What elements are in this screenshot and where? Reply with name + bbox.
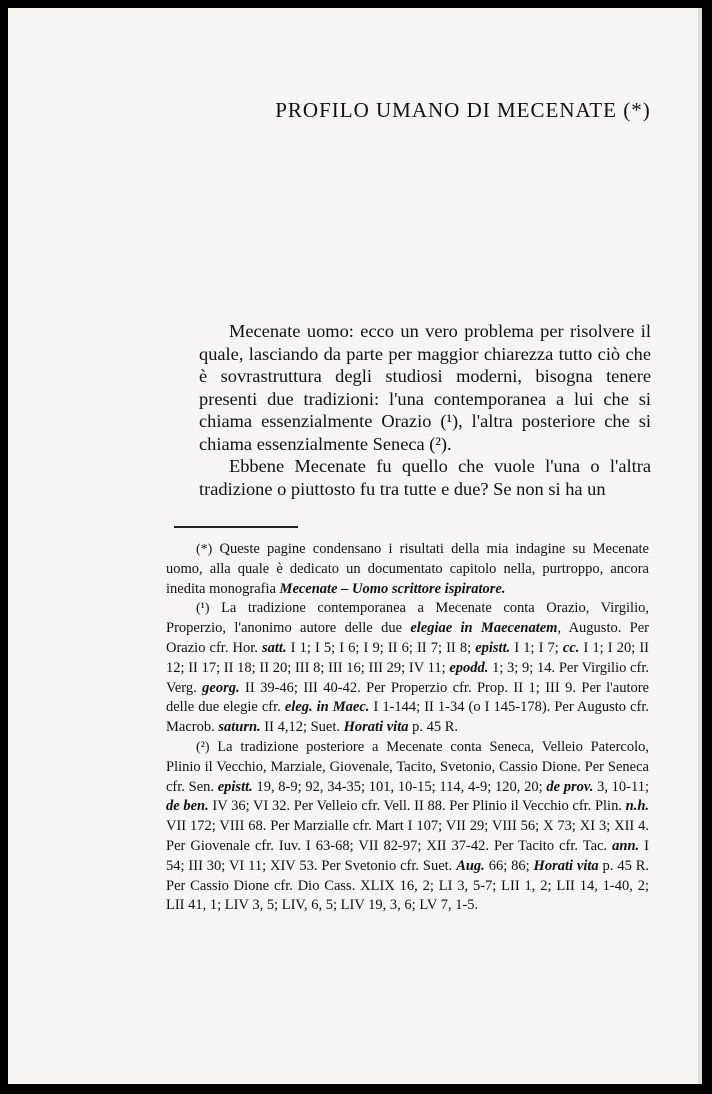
fn2-i4: n.h. (625, 798, 650, 815)
fn2-i7: Horati vita (533, 857, 599, 874)
page-sheet (8, 8, 702, 1084)
fn2-t2: 19, 8-9; 92, 34-35; 101, 10-15; 114, 4-9; 120, 20; (252, 778, 547, 795)
footnote-2-marker: (²) (196, 739, 210, 755)
fn2-t7: 66; 86; (484, 857, 534, 874)
fn1-i5: epodd. (449, 659, 489, 676)
fn1-t3: I 1; I 5; I 6; I 9; II 6; II 7; II 8; (286, 639, 476, 656)
fn1-t6: 1; 3; 9; 14. Per Virgilio cfr. Verg. (166, 659, 649, 696)
footnote-star (166, 540, 649, 599)
fn2-i1: epistt. (217, 778, 253, 795)
fn1-i8: saturn. (218, 719, 261, 736)
fn2-i2: de prov. (546, 778, 594, 795)
fn1-t5: I 1; I 20; II 12; II 17; II 18; II 20; III 8; III 16; III 29; IV 11; (166, 639, 649, 676)
main-text (199, 320, 651, 500)
fn1-t1: La tradizione contemporanea a Mecenate conta Orazio, Virgilio, Properzio, l'anonimo autore delle due (166, 600, 649, 637)
fn1-i3: epistt. (475, 639, 511, 656)
footnote-1-marker: (¹) (196, 601, 210, 617)
fn2-i5: ann. (612, 837, 640, 854)
title-text: PROFILO UMANO DI MECENATE (275, 98, 617, 122)
footnote-separator (174, 526, 298, 528)
footnote-1 (166, 599, 649, 738)
fn2-t3: 3, 10-11; (593, 778, 649, 795)
fn1-i6: georg. (202, 679, 240, 696)
footnote-2 (166, 738, 649, 916)
page-title (8, 98, 698, 123)
footnote-star-text: Queste pagine condensano i risultati della mia indagine su Mecenate uomo, alla quale è dedicato un documentato capitolo nella, purtroppo, ancora inedita monografia (166, 541, 649, 597)
fn2-i3: de ben. (166, 798, 209, 815)
fn1-i9: Horati vita (343, 719, 409, 736)
fn2-t5: VII 172; VIII 68. Per Marzialle cfr. Mart I 107; VII 29; VIII 56; X 73; XI 3; XII 4. Per Giovenale cfr. Iuv. I 63-68; VII 82-97; XII 37-42. Per Tacito cfr. Tac. (166, 818, 649, 854)
fn1-t10: p. 45 R. (408, 719, 459, 736)
fn1-t2: , Augusto. Per Orazio cfr. Hor. (166, 620, 649, 656)
fn1-i4: cc. (562, 639, 580, 656)
footnote-star-marker: (*) (196, 542, 213, 557)
fn1-t4: I 1; I 7; (510, 639, 563, 656)
fn2-t4: IV 36; VI 32. Per Velleio cfr. Vell. II 88. Per Plinio il Vecchio cfr. Plin. (208, 798, 626, 815)
fn1-i1: elegiae in Maecenatem (410, 620, 558, 637)
footnotes (166, 540, 649, 916)
fn1-t9: II 4,12; Suet. (260, 719, 344, 736)
footnote-star-title: Mecenate – Uomo scrittore ispiratore. (279, 580, 506, 597)
fn2-t1: La tradizione posteriore a Mecenate conta Seneca, Velleio Patercolo, Plinio il Vecchio, Marziale, Giovenale, Tacito, Svetonio, Cassio Dione. Per Seneca cfr. Sen. (166, 738, 649, 795)
fn1-i7: eleg. in Maec. (284, 699, 370, 716)
fn1-t7: II 39-46; III 40-42. Per Properzio cfr. Prop. II 1; III 9. Per l'autore delle due elegie cfr. (166, 679, 649, 716)
fn1-t8: I 1-144; II 1-34 (o I 145-178). Per Augusto cfr. Macrob. (166, 699, 649, 736)
paragraph-2: Ebbene Mecenate fu quello che vuole l'una o l'altra tradizione o piuttosto fu tra tutte e due? Se non si ha un (199, 456, 651, 499)
fn2-t6: I 54; III 30; VI 11; XIV 53. Per Svetonio cfr. Suet. (166, 837, 649, 874)
fn1-i2: satt. (262, 639, 287, 656)
fn2-i6: Aug. (456, 857, 485, 874)
fn2-t8: p. 45 R. Per Cassio Dione cfr. Dio Cass. XLIX 16, 2; LI 3, 5-7; LII 1, 2; LII 14, 1-40, 2; LII 41, 1; LIV 3, 5; LIV, 6, 5; LIV 19, 3, 6; LV 7, 1-5. (166, 857, 650, 914)
paragraph-1: Mecenate uomo: ecco un vero problema per risolvere il quale, lasciando da parte per maggior chiarezza tutto ciò che è sovrastruttura degli studiosi moderni, bisogna tenere presenti due tradizioni: l'una contemporanea a lui che si chiama essenzialmente Orazio (¹), l'altra posteriore che si chiama essenzialmente Seneca (²). (199, 321, 651, 454)
title-note-marker: (*) (623, 98, 651, 122)
